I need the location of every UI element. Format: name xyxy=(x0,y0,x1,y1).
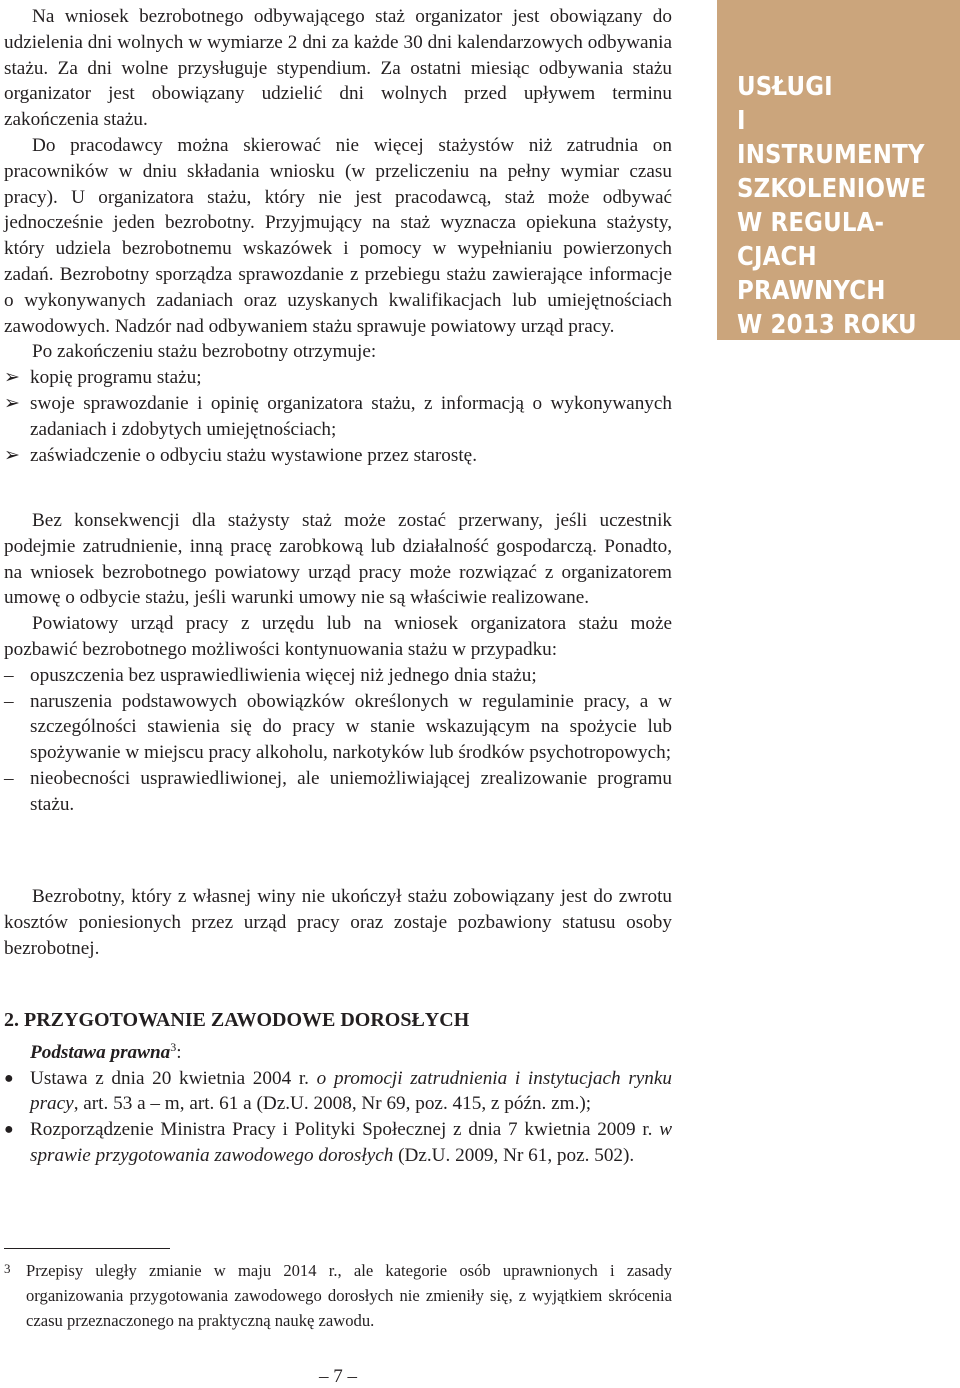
list-legal-acts xyxy=(4,1066,672,1169)
legal-basis-label: Podstawa prawna$^3$: xyxy=(30,1039,182,1063)
section-adult-training xyxy=(4,1008,672,1169)
paragraph-refund: Bezrobotny, który z własnej winy nie ukończył stażu zobowiązany jest do zwrotu kosztów poniesionych przez urząd pracy oraz zostaje pozbawiony statusu osoby bezrobotnej. xyxy=(4,886,672,959)
dot-bullet-icon: ● xyxy=(4,1121,14,1139)
dot-bullet-icon: ● xyxy=(4,1069,14,1087)
list-item: ● Rozporządzenie Ministra Pracy i Polityki Społecznej z dnia 7 kwietnia 2009 r. w sprawie przygotowania zawodowego dorosłych (Dz.U. 2009, Nr 61, poz. 502). xyxy=(4,1119,672,1166)
footnote-text: Przepisy uległy zmianie w maju 2014 r., ale kategorie osób uprawnionych i zasady organizowania przygotowania zawodowego dorosłych nie zmieniły się, z wyjątkiem skrócenia czasu przeznaczonego na praktyczną naukę zawodu. xyxy=(26,1261,672,1330)
footnote-divider xyxy=(4,1248,170,1249)
section-heading: 2. PRZYGOTOWANIE ZAWODOWE DOROSŁYCH xyxy=(4,1009,470,1031)
paragraph-after-internship: Po zakończeniu stażu bezrobotny otrzymuje: xyxy=(32,341,377,363)
block-refund xyxy=(4,884,672,961)
arrow-bullet-icon: ➢ xyxy=(4,367,21,389)
dash-bullet-icon: – xyxy=(4,690,14,712)
list-item: ● Ustawa z dnia 20 kwietnia 2004 r. o promocji zatrudnienia i instytucjach rynku pracy, art. 53 a – m, art. 61 a (Dz.U. 2008, Nr 69, poz. 415, z późn. zm.); xyxy=(4,1067,673,1115)
list-item: – opuszczenia bez usprawiedliwienia więcej niż jednego dnia stażu; xyxy=(4,663,672,689)
footnote-ref: 3 xyxy=(170,1039,177,1054)
footnote xyxy=(4,1258,672,1333)
list-item: ➢ swoje sprawozdanie i opinię organizatora stażu, z informacją o wykonywanych zadaniach i zdobytych umiejętnościach; xyxy=(4,392,672,440)
list-item: – naruszenia podstawowych obowiązków określonych w regulaminie pracy, a w szczególności stawienia się do pracy w stanie wskazującym na spożycie lub spożywanie w miejscu pracy alkoholu, narkotyków lub środków psychotropowych; xyxy=(4,690,672,764)
sidebar-box xyxy=(717,0,960,340)
arrow-bullet-icon: ➢ xyxy=(4,392,21,414)
page-number: – 7 – xyxy=(319,1366,357,1387)
list-item: ➢ zaświadczenie o odbyciu stażu wystawione przez starostę. xyxy=(4,443,672,469)
paragraph-employer-limits: Do pracodawcy można skierować nie więcej stażystów niż zatrudnia on pracowników w dniu składania wniosku (w przeliczeniu na pełny wymiar czasu pracy). U organizatora stażu, który nie jest pracodawcą, staż może odbywać jednocześnie jeden bezrobotny. Przyjmujący na staż wyznacza opiekuna stażysty, który udziela bezrobotnemu wskazówek i pomocy w wypełnianiu powierzonych zadań. Bezrobotny sporządza sprawozdanie z przebiegu stażu zawierające informacje o wykonywanych zadaniach oraz uzyskanych kwalifikacjach lub umiejętnościach zawodowych. Nadzór nad odbywaniem stażu sprawuje powiatowy urząd pracy. xyxy=(4,134,672,337)
paragraph-days-off: Na wniosek bezrobotnego odbywającego staż organizator jest obowiązany do udzielenia dni wolnych w wymiarze 2 dni za każde 30 dni kalendarzowych odbywania stażu. Za dni wolne przysługuje stypendium. Za ostatni miesiąc odbywania stażu organizator jest obowiązany udzielić dni wolnych przed upływem terminu zakończenia stażu. xyxy=(4,6,672,131)
arrow-bullet-icon: ➢ xyxy=(4,444,21,466)
paragraph-interruption: Bez konsekwencji dla stażysty staż może zostać przerwany, jeśli uczestnik podejmie zatrudnienie, inną pracę zarobkową lub działalność gospodarczą. Ponadto, na wniosek bezrobotnego powiatowy urząd pracy może rozwiązać z organizatorem umowę o odbycie stażu, jeśli warunki umowy nie są właściwie realizowane. xyxy=(4,510,672,609)
block-interruption xyxy=(4,508,672,818)
sidebar-title: USŁUGI I INSTRUMENTY SZKOLENIOWE W REGULA- CJACH PRAWNYCH W 2013 ROKU xyxy=(737,72,927,340)
footnote-number: 3 xyxy=(4,1261,11,1276)
list-deprivation-cases xyxy=(4,663,672,818)
dash-bullet-icon: – xyxy=(4,664,14,686)
list-received-documents xyxy=(4,365,672,468)
block-internship-rules xyxy=(4,4,672,468)
paragraph-deprivation: Powiatowy urząd pracy z urzędu lub na wniosek organizatora stażu może pozbawić bezrobotnego możliwości kontynuowania stażu w przypadku: xyxy=(4,613,672,660)
list-item: ➢ kopię programu stażu; xyxy=(4,365,672,391)
dash-bullet-icon: – xyxy=(4,767,14,789)
list-item: – nieobecności usprawiedliwionej, ale uniemożliwiającej zrealizowanie programu stażu. xyxy=(4,767,672,815)
